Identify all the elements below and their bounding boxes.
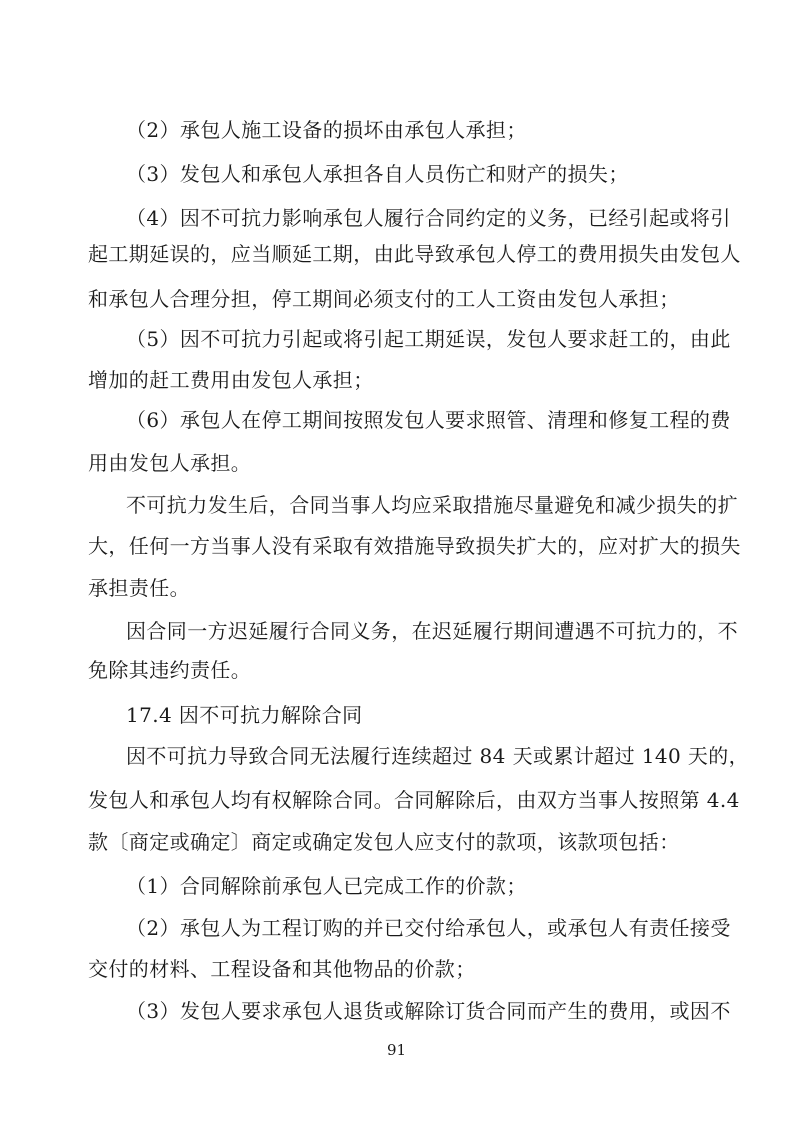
- page-number: 91: [386, 1041, 407, 1059]
- paragraph-line-delay-1: 因合同一方迟延履行合同义务，在迟延履行期间遭遇不可抗力的，不: [126, 619, 738, 643]
- paragraph-line-force-majeure-2: 大，任何一方当事人没有采取有效措施导致损失扩大的，应对扩大的损失: [88, 534, 741, 558]
- paragraph-line-payment-item-3: （3）发包人要求承包人退货或解除订货合同而产生的费用，或因不: [126, 999, 731, 1023]
- paragraph-line-termination-3: 款〔商定或确定〕商定或确定发包人应支付的款项，该款项包括：: [88, 830, 680, 854]
- paragraph-line-item-5: （5）因不可抗力引起或将引起工期延误，发包人要求赶工的，由此: [126, 327, 731, 351]
- paragraph-line-force-majeure-1: 不可抗力发生后，合同当事人均应采取措施尽量避免和减少损失的扩: [126, 493, 738, 517]
- paragraph-line-termination-1: 因不可抗力导致合同无法履行连续超过 84 天或累计超过 140 天的，: [126, 744, 750, 768]
- paragraph-line-payment-item-2: （2）承包人为工程订购的并已交付给承包人，或承包人有责任接受: [126, 916, 731, 940]
- paragraph-line-item-6: （6）承包人在停工期间按照发包人要求照管、清理和修复工程的费: [126, 408, 731, 432]
- paragraph-line-delay-2: 免除其违约责任。: [88, 658, 252, 682]
- paragraph-line-termination-2: 发包人和承包人均有权解除合同。合同解除后，由双方当事人按照第 4.4: [88, 788, 740, 812]
- paragraph-line-item-5-cont: 增加的赶工费用由发包人承担；: [88, 368, 374, 392]
- paragraph-line-item-2: （2）承包人施工设备的损坏由承包人承担；: [126, 118, 527, 142]
- paragraph-line-payment-item-1: （1）合同解除前承包人已完成工作的价款；: [126, 874, 527, 898]
- paragraph-line-item-4-cont-2: 和承包人合理分担，停工期间必须支付的工人工资由发包人承担；: [88, 287, 680, 311]
- section-heading-17-4: 17.4 因不可抗力解除合同: [126, 703, 363, 727]
- paragraph-line-payment-item-2-cont: 交付的材料、工程设备和其他物品的价款；: [88, 957, 476, 981]
- paragraph-line-item-4-cont-1: 起工期延误的，应当顺延工期，由此导致承包人停工的费用损失由发包人: [88, 242, 741, 266]
- paragraph-line-item-6-cont: 用由发包人承担。: [88, 451, 252, 475]
- paragraph-line-item-4: （4）因不可抗力影响承包人履行合同约定的义务，已经引起或将引: [126, 206, 731, 230]
- paragraph-line-item-3: （3）发包人和承包人承担各自人员伤亡和财产的损失；: [126, 162, 629, 186]
- paragraph-line-force-majeure-3: 承担责任。: [88, 576, 190, 600]
